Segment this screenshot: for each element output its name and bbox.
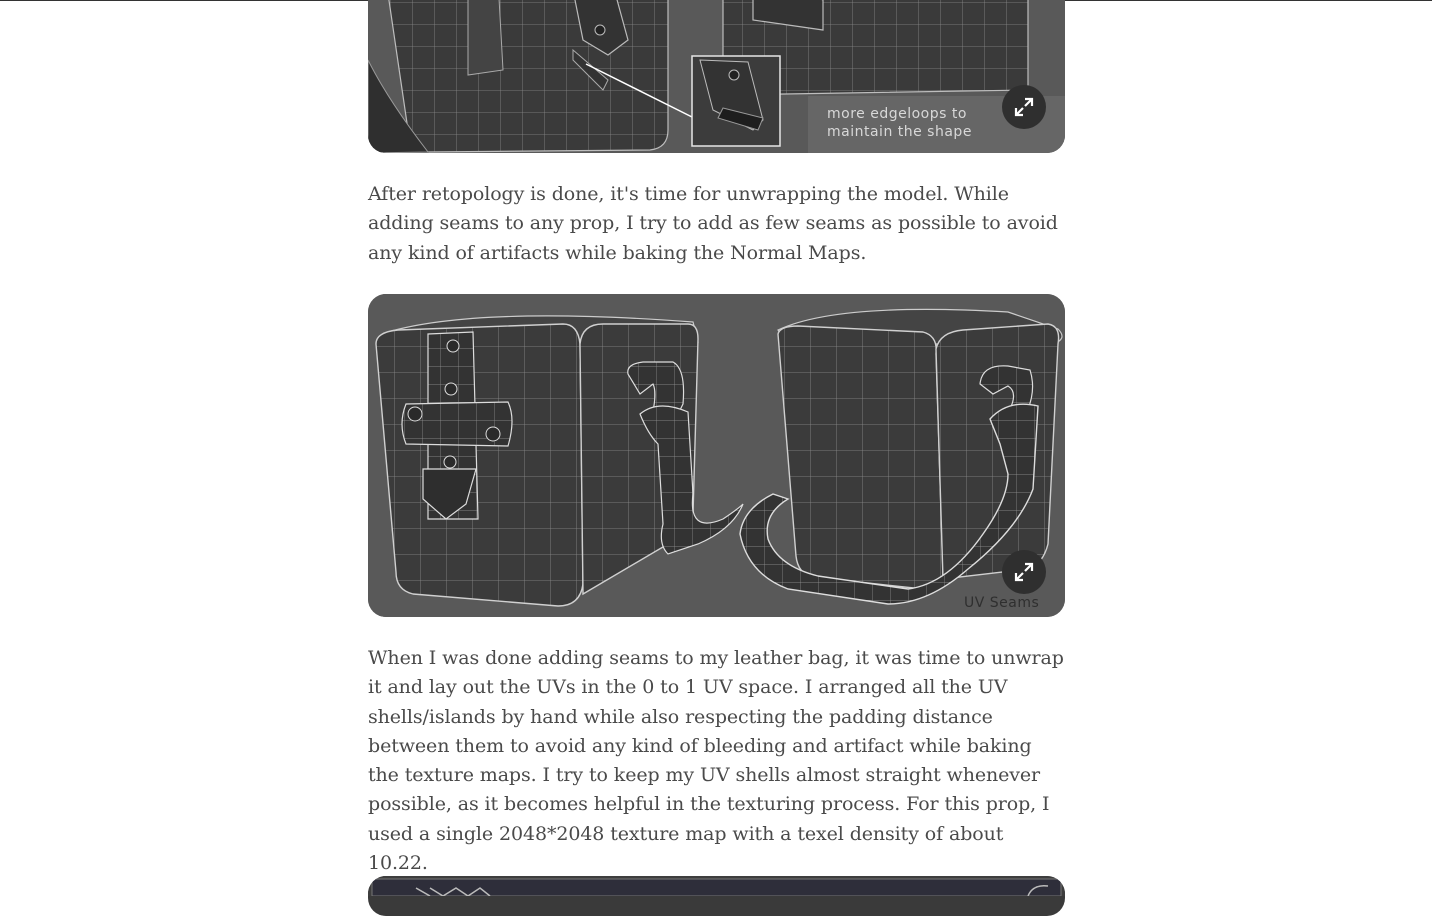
expand-image-button[interactable] bbox=[1002, 85, 1046, 129]
uv-layout-figure bbox=[368, 876, 1065, 916]
uv-seams-image bbox=[368, 294, 1065, 617]
caption-line: maintain the shape bbox=[827, 124, 972, 140]
figure-caption: UV Seams bbox=[964, 595, 1040, 611]
paragraph-uv-layout: When I was done adding seams to my leather bag, it was time to unwrap it and lay out the UVs in the 0 to 1 UV space. I arranged all the UV shells/islands by hand while also respecting the padding distance between them to avoid any kind of bleeding and artifact while baking the texture maps. I try to keep my UV shells almost straight whenever possible, as it becomes helpful in the texturing process. For this prop, I used a single 2048*2048 texture map with a texel density of about 10.22. bbox=[368, 647, 1064, 875]
expand-icon bbox=[1014, 97, 1034, 117]
retopology-figure bbox=[368, 0, 1065, 153]
caption-line: more edgeloops to bbox=[827, 106, 967, 122]
expand-icon bbox=[1014, 562, 1034, 582]
uv-layout-image bbox=[368, 876, 1065, 896]
expand-image-button[interactable] bbox=[1002, 550, 1046, 594]
uv-seams-figure bbox=[368, 294, 1065, 617]
paragraph-unwrapping: After retopology is done, it's time for unwrapping the model. While adding seams to any prop, I try to add as few seams as possible to avoid any kind of artifacts while baking the Normal Maps. bbox=[368, 183, 1058, 264]
figure-caption bbox=[827, 105, 972, 141]
